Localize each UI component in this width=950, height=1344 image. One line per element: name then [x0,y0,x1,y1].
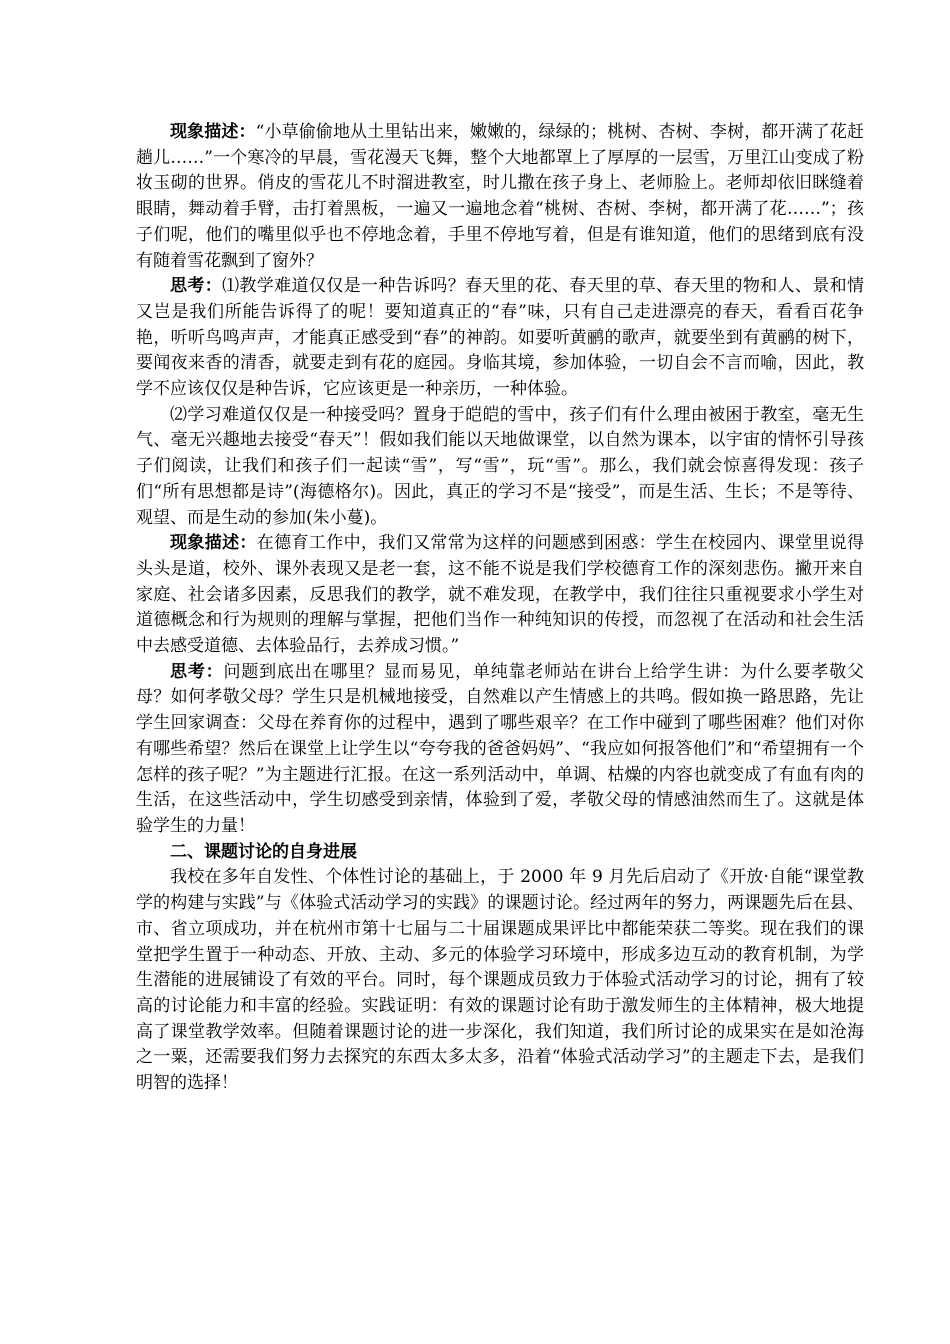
paragraph-phenomenon-2 [136,531,864,660]
paragraph-lead: 思考： [170,276,223,297]
section-heading: 二、课题讨论的自身进展 [170,841,357,862]
paragraph-lead: 现象描述： [170,533,257,554]
document-page [136,120,864,1097]
paragraph-text: ⑴教学难道仅仅是一种告诉吗？春天里的花、春天里的草、春天里的物和人、景和情又岂是我们所能告诉得了的呢！要知道真正的“春”味，只有自己走进漂亮的春天，看看百花争艳，听听鸟鸣声声，才能真正感受到“春”的神韵。如要听黄鹂的歌声，就要坐到有黄鹂的树下，要闻夜来香的清香，就要走到有花的庭园。身临其境，参加体验，一切自会不言而喻，因此，教学不应该仅仅是种告诉，它应该更是一种亲历，一种体验。 [136,276,864,400]
paragraph-reflection-3 [136,660,864,840]
paragraph-reflection-1 [136,274,864,403]
paragraph-text: 在德育工作中，我们又常常为这样的问题感到困惑：学生在校园内、课堂里说得头头是道，校外、课外表现又是老一套，这不能不说是我们学校德育工作的深刻悲伤。撇开来自家庭、社会诸多因素，反思我们的教学，就不难发现，在教学中，我们往往只重视要求小学生对道德概念和行为规则的理解与掌握，把他们当作一种纯知识的传授，而忽视了在活动和社会生活中去感受道德、去体验品行，去养成习惯。” [136,533,865,657]
paragraph-text: “小草偷偷地从土里钻出来，嫩嫩的，绿绿的；桃树、杏树、李树，都开满了花赶趟儿……”一个寒冷的早晨，雪花漫天飞舞，整个大地都罩上了厚厚的一层雪，万里江山变成了粉妆玉砌的世界。俏皮的雪花儿不时溜进教室，时儿撒在孩子身上、老师脸上。老师却依旧眯缝着眼睛，舞动着手臂，击打着黑板，一遍又一遍地念着“桃树、杏树、李树，都开满了花……”；孩子们呢，他们的嘴里似乎也不停地念着，手里不停地写着，但是有谁知道，他们的思绪到底有没有随着雪花飘到了窗外？ [136,122,864,271]
section-paragraph: 我校在多年自发性、个体性讨论的基础上，于 2000 年 9 月先后启动了《开放·自能“课堂教学的构建与实践”与《体验式活动学习的实践》的课题讨论。经过两年的努力，两课题先后在县、市、省立项成功，并在杭州市第十七届与二十届课题成果评比中都能荣获二等奖。现在我们的课堂把学生置于一种动态、开放、主动、多元的体验学习环境中，形成多边互动的教育机制，为学生潜能的进展铺设了有效的平台。同时，每个课题成员致力于体验式活动学习的讨论，拥有了较高的讨论能力和丰富的经验。实践证明：有效的课题讨论有助于激发师生的主体精神，极大地提高了课堂教学效率。但随着课题讨论的进一步深化，我们知道，我们所讨论的成果实在是如沧海之一粟，还需要我们努力去探究的东西太多太多，沿着“体验式活动学习”的主题走下去，是我们明智的选择！ [136,867,864,1094]
paragraph-lead: 现象描述： [170,122,256,142]
paragraph-lead: 思考： [170,661,224,682]
paragraph-phenomenon-1 [136,120,864,274]
paragraph-reflection-2 [136,403,864,532]
paragraph-text: ⑵学习难道仅仅是一种接受吗？置身于皑皑的雪中，孩子们有什么理由被困于教室，毫无生气、毫无兴趣地去接受“春天”！假如我们能以天地做课堂，以自然为课本，以宇宙的情怀引导孩子们阅读，让我们和孩子们一起读“雪”，写“雪”，玩“雪”。那么，我们就会惊喜得发现：孩子们“所有思想都是诗”(海德格尔)。因此，真正的学习不是“接受”，而是生活、生长；不是等待、观望、而是生动的参加(朱小蔓)。 [136,404,864,528]
paragraph-text: 问题到底出在哪里？显而易见，单纯靠老师站在讲台上给学生讲：为什么要孝敬父母？如何孝敬父母？学生只是机械地接受，自然难以产生情感上的共鸣。假如换一路思路，先让学生回家调查：父母在养育你的过程中，遇到了哪些艰辛？在工作中碰到了哪些困难？他们对你有哪些希望？然后在课堂上让学生以“夸夸我的爸爸妈妈”、“我应如何报答他们”和“希望拥有一个怎样的孩子呢？”为主题进行汇报。在这一系列活动中，单调、枯燥的内容也就变成了有血有肉的生活，在这些活动中，学生切感受到亲情，体验到了爱，孝敬父母的情感油然而生了。这就是体验学生的力量！ [136,661,865,836]
